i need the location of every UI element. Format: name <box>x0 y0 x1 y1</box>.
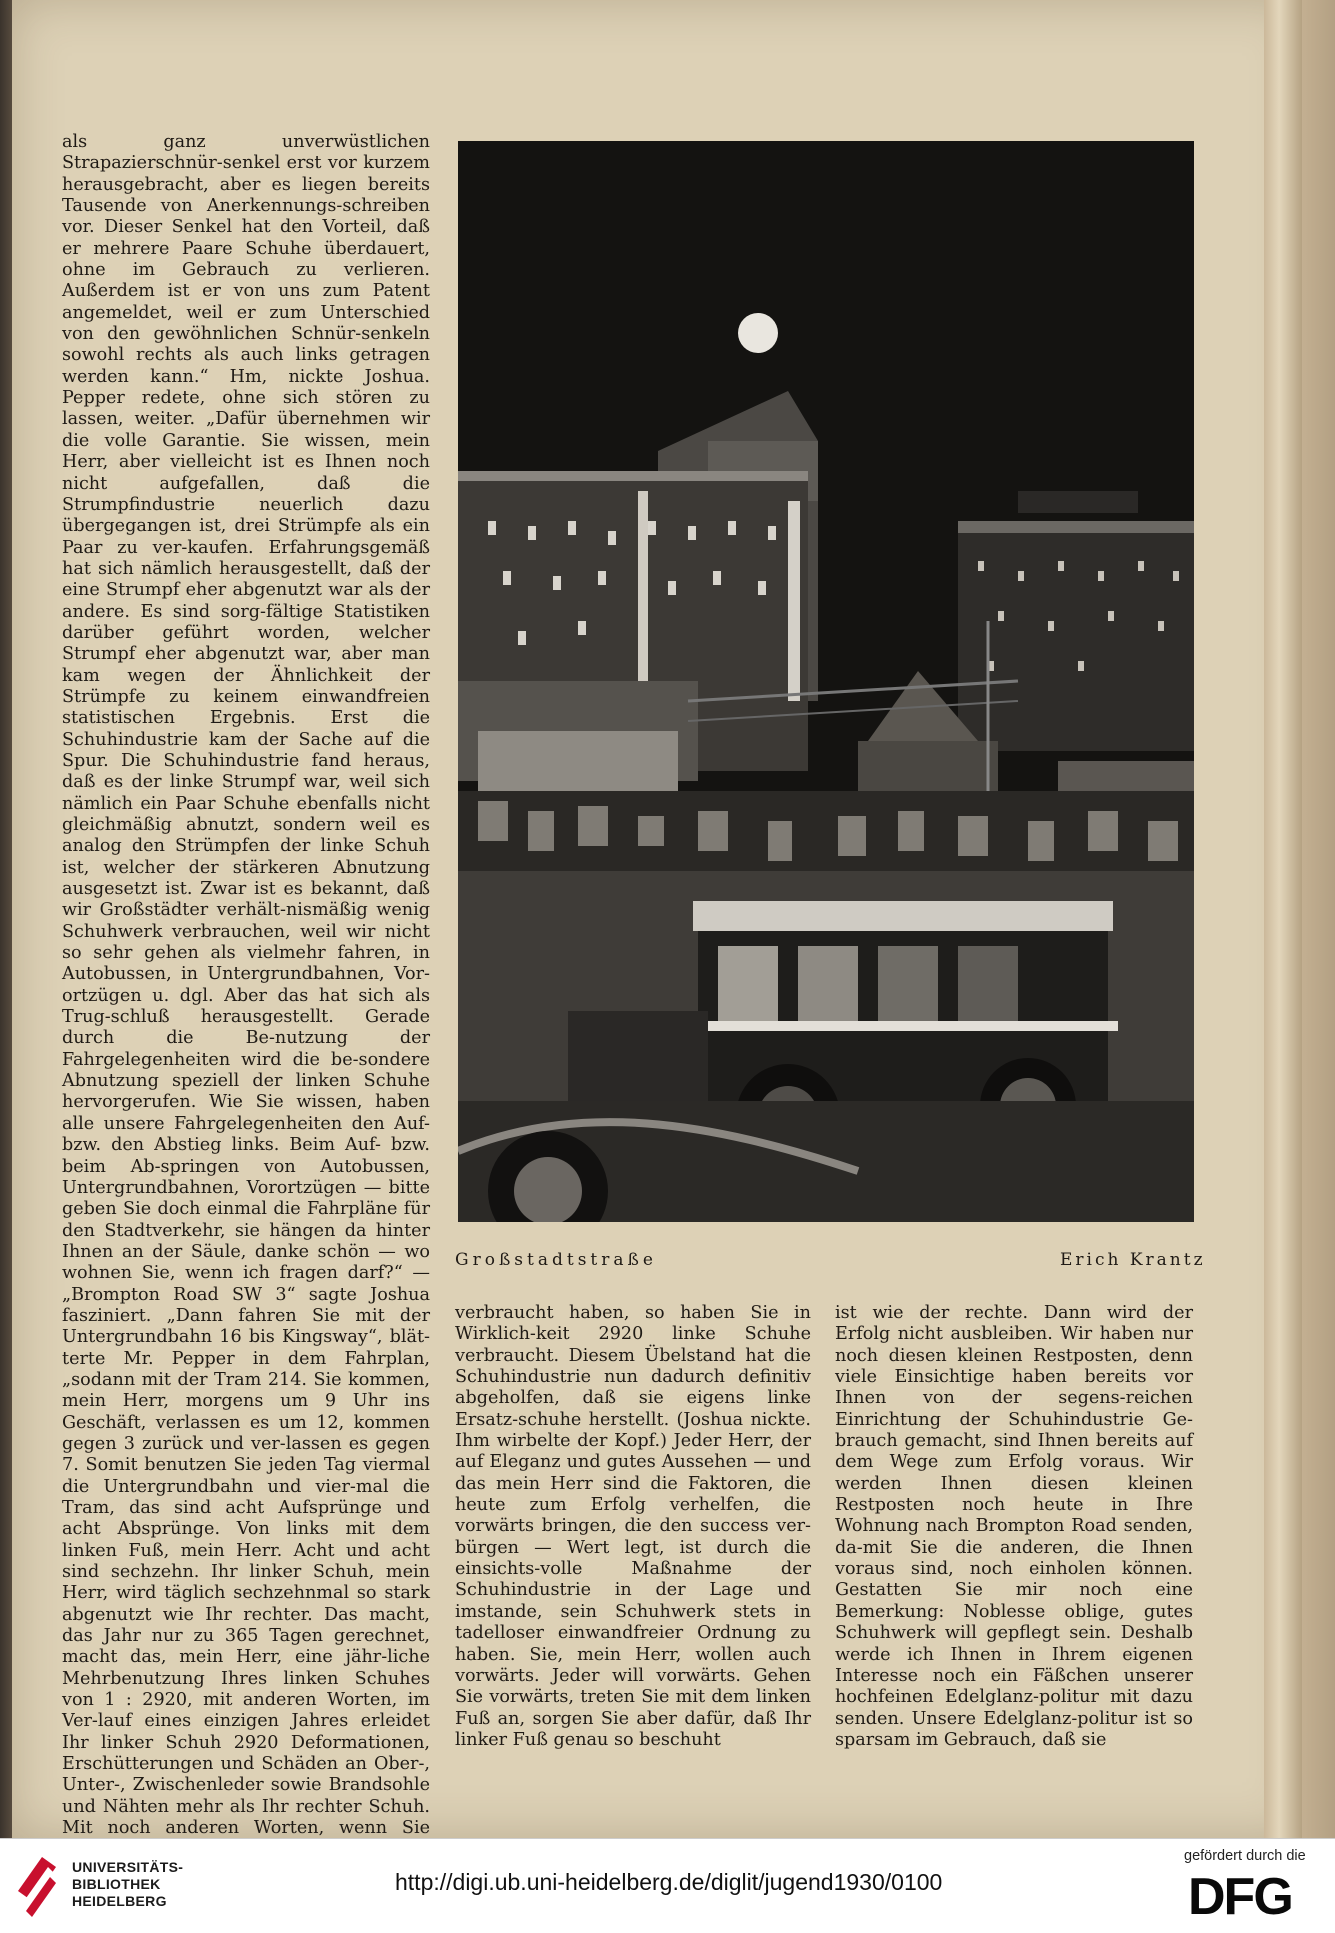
illustration-caption-artist: Erich Krantz <box>1060 1250 1206 1270</box>
digitization-footer <box>0 1838 1335 1933</box>
paragraph: verbraucht haben, so haben Sie in Wirklich-keit 2920 linke Schuhe verbraucht. Diesem Übelstand hat die Schuhindustrie nun dadurch definitiv abgeholfen, daß sie eigens linke Ersatz-schuhe herstellt. (Joshua nickte. Ihm wirbelte der Kopf.) Jeder Herr, der auf Eleganz und gutes Aussehen — und das mein Herr sind die Faktoren, die heute zum Erfolg verhelfen, die vorwärts bringen, die den success ver-bürgen — Wert legt, ist durch die einsichts-volle Maßnahme der Schuhindustrie in der Lage und imstande, sein Schuhwerk stets in tadelloser einwandfreier Ordnung zu haben. Sie, mein Herr, wollen auch vorwärts. Jeder will vorwärts. Gehen Sie vorwärts, treten Sie mit dem linken Fuß an, sorgen Sie aber dafür, daß Ihr linker Fuß genau so beschuht <box>455 1303 811 1750</box>
funding-note: gefördert durch die <box>1184 1848 1306 1864</box>
illustration-caption-title: Großstadtstraße <box>455 1250 657 1270</box>
digital-copy-url[interactable]: http://digi.ub.uni-heidelberg.de/diglit/jugend1930/0100 <box>395 1869 943 1895</box>
text-column-right <box>835 1303 1193 1751</box>
text-column-middle <box>455 1303 811 1751</box>
night-street-scene <box>458 141 1194 1222</box>
paragraph: ist wie der rechte. Dann wird der Erfolg nicht ausbleiben. Wir haben nur noch diesen kleinen Restposten, denn viele Einsichtige haben bereits vor Ihnen von der segens-reichen Einrichtung der Schuhindustrie Ge-brauch gemacht, sind Ihnen bereits auf dem Wege zum Erfolg voraus. Wir werden Ihnen diesen kleinen Restposten noch heute in Ihre Wohnung nach Brompton Road senden, da-mit Sie die anderen, die Ihnen voraus sind, noch einholen können. Gestatten Sie mir noch eine Bemerkung: Noblesse oblige, gutes Schuhwerk will gepflegt sein. Deshalb werde ich Ihnen in Ihrem eigenen Interesse noch ein Fäßchen unserer hochfeinen Edelglanz-politur mit dazu senden. Unsere Edelglanz-politur ist so sparsam im Gebrauch, daß sie <box>835 1303 1193 1750</box>
library-logo-icon[interactable] <box>14 1851 60 1921</box>
page-edge <box>1264 0 1302 1838</box>
dfg-logo[interactable]: DFG <box>1188 1868 1292 1926</box>
city-street-illustration <box>458 141 1194 1222</box>
text-column-left <box>62 132 430 1861</box>
paragraph: als ganz unverwüstlichen Strapazierschnür-senkel erst vor kurzem herausgebracht, aber es liegen bereits Tausende von Anerkennungs-schreiben vor. Dieser Senkel hat den Vorteil, daß er mehrere Paare Schuhe überdauert, ohne im Gebrauch zu verlieren. Außerdem ist er von uns zum Patent angemeldet, weil er zum Unterschied von den gewöhnlichen Schnür-senkeln sowohl rechts als auch links getragen werden kann.“ Hm, nickte Joshua. Pepper redete, ohne sich stören zu lassen, weiter. „Dafür übernehmen wir die volle Garantie. Sie wissen, mein Herr, aber vielleicht ist es Ihnen noch nicht aufgefallen, daß die Strumpfindustrie neuerlich dazu übergegangen ist, drei Strümpfe als ein Paar zu ver-kaufen. Erfahrungsgemäß hat sich nämlich herausgestellt, daß der eine Strumpf eher abgenutzt war als der andere. Es sind sorg-fältige Statistiken darüber geführt worden, welcher Strumpf eher abgenutzt war, aber man kam wegen der Ähnlichkeit der Strümpfe zu keinem einwandfreien statistischen Ergebnis. Erst die Schuhindustrie kam der Sache auf die Spur. Die Schuhindustrie fand heraus, daß es der linke Strumpf war, weil sich nämlich ein Paar Schuhe ebenfalls nicht gleichmäßig abnutzt, sondern weil es analog den Strümpfen der linke Schuh ist, welcher der stärkeren Abnutzung ausgesetzt ist. Zwar ist es bekannt, daß wir Großstädter verhält-nismäßig wenig Schuhwerk verbrauchen, weil wir nicht so sehr gehen als vielmehr fahren, in Autobussen, in Untergrundbahnen, Vor-ortzügen u. dgl. Aber das hat sich als Trug-schluß herausgestellt. Gerade durch die Be-nutzung der Fahrgelegenheiten wird die be-sondere Abnutzung speziell der linken Schuhe hervorgerufen. Wie Sie wissen, haben alle unsere Fahrgelegenheiten den Auf- bzw. den Abstieg links. Beim Auf- bzw. beim Ab-springen von Autobussen, Untergrundbahnen, Vorortzügen — bitte geben Sie doch einmal die Fahrpläne für den Stadtverkehr, sie hängen da hinter Ihnen an der Säule, danke schön — wo wohnen Sie, wenn ich fragen darf?“ — „Brompton Road SW 3“ sagte Joshua fasziniert. „Dann fahren Sie mit der Untergrundbahn 16 bis Kingsway“, blät-terte Mr. Pepper in dem Fahrplan, „sodann mit der Tram 214. Sie kommen, mein Herr, morgens um 9 Uhr ins Geschäft, verlassen es um 12, kommen gegen 3 zurück und ver-lassen es gegen 7. Somit benutzen Sie jeden Tag viermal die Untergrundbahn und vier-mal die Tram, das sind acht Aufsprünge und acht Absprünge. Von links mit dem linken Fuß, mein Herr. Acht und acht sind sechzehn. Ihr linker Schuh, mein Herr, wird täglich sechzehnmal so stark abgenutzt wie Ihr rechter. Das macht, das Jahr nur zu 365 Tagen gerechnet, macht das, mein Herr, eine jähr-liche Mehrbenutzung Ihres linken Schuhes von 1 : 2920, mit anderen Worten, im Ver-lauf eines einzigen Jahres erleidet Ihr linker Schuh 2920 Deformationen, Erschütterungen und Schäden an Ober-, Unter-, Zwischenleder sowie Brandsohle und Nähten mehr als Ihr rechter Schuh. Mit noch anderen Worten, wenn Sie <box>62 132 430 1839</box>
library-name: UNIVERSITÄTS- BIBLIOTHEK HEIDELBERG <box>72 1859 184 1909</box>
